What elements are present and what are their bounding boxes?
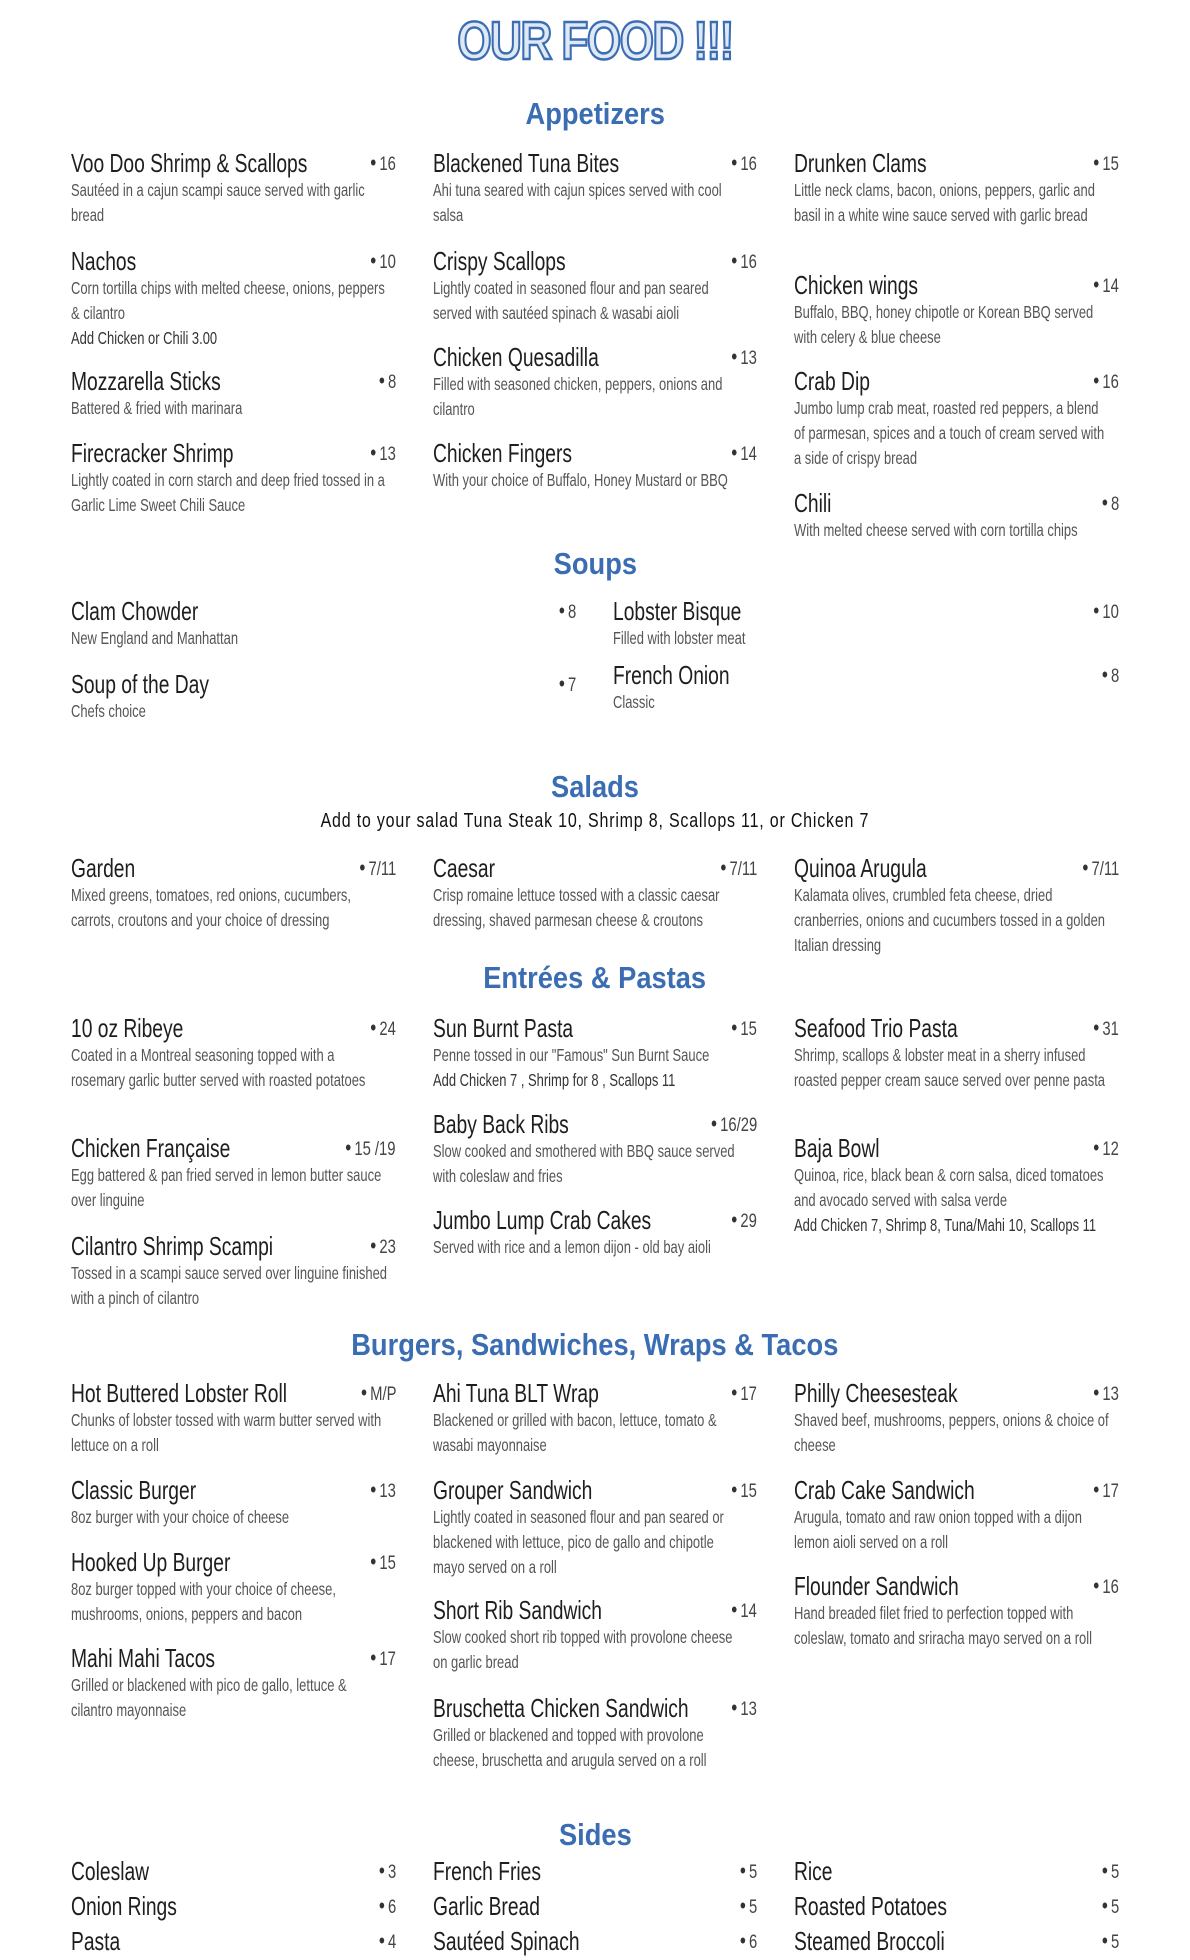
item-name: Baja Bowl — [794, 1133, 880, 1163]
appetizers-menu-item — [71, 148, 396, 225]
item-name: Nachos — [71, 246, 137, 276]
item-name: Rice — [794, 1856, 833, 1886]
item-text — [71, 1133, 388, 1213]
entrees-menu-item — [794, 1013, 1119, 1090]
item-description: Grilled or blackened with pico de gallo, lettuce & cilantro mayonnaise — [71, 1675, 347, 1720]
item-text — [433, 1891, 749, 1921]
item-description: With melted cheese served with corn tortilla chips — [794, 520, 1078, 540]
item-text — [71, 1378, 388, 1458]
item-name: Mozzarella Sticks — [71, 366, 221, 396]
sides-heading — [0, 1817, 1190, 1853]
item-description: Slow cooked short rib topped with provolone cheese on garlic bread — [433, 1627, 733, 1672]
entrees-menu-item — [433, 1109, 757, 1186]
appetizers-menu-item — [71, 366, 396, 418]
burgers-menu-item — [433, 1693, 757, 1770]
item-price: • 14 — [731, 438, 757, 470]
item-price: • 13 — [370, 438, 396, 470]
item-name: Lobster Bisque — [613, 596, 742, 626]
item-name: Chicken Fingers — [433, 438, 573, 468]
entrees-menu-item — [433, 1013, 757, 1090]
item-text — [433, 1109, 749, 1189]
item-text — [794, 1856, 1111, 1886]
item-name: Cilantro Shrimp Scampi — [71, 1231, 274, 1261]
salads-addon-note — [0, 810, 1190, 833]
item-name: Baby Back Ribs — [433, 1109, 569, 1139]
item-text — [794, 148, 1111, 228]
item-price: • 15 — [1093, 148, 1119, 180]
burgers-menu-item — [433, 1475, 757, 1577]
item-price: • 16 — [731, 148, 757, 180]
item-name: Pasta — [71, 1926, 121, 1956]
item-price: • 16 — [731, 246, 757, 278]
appetizers-menu-item — [433, 438, 757, 490]
burgers-heading — [0, 1327, 1190, 1363]
item-description: Shrimp, scallops & lobster meat in a sherry infused roasted pepper cream sauce served over penne pasta — [794, 1045, 1105, 1090]
menu-title — [0, 10, 1190, 72]
burgers-menu-item — [794, 1571, 1119, 1648]
item-description: Crisp romaine lettuce tossed with a classic caesar dressing, shaved parmesan cheese & croutons — [433, 885, 720, 930]
item-name: Blackened Tuna Bites — [433, 148, 620, 178]
item-description: Lightly coated in corn starch and deep fried tossed in a Garlic Lime Sweet Chili Sauce — [71, 470, 385, 515]
item-description: Filled with seasoned chicken, peppers, onions and cilantro — [433, 374, 723, 419]
item-text — [71, 148, 388, 228]
item-name: Crab Cake Sandwich — [794, 1475, 975, 1505]
appetizers-menu-item — [71, 438, 396, 515]
entrees-heading-text: Entrées & Pastas — [483, 960, 707, 995]
item-description: Grilled or blackened and topped with provolone cheese, bruschetta and arugula served on a roll — [433, 1725, 707, 1770]
item-text — [71, 669, 568, 724]
item-price: • 5 — [1102, 1856, 1119, 1888]
item-name: Seafood Trio Pasta — [794, 1013, 958, 1043]
item-price: • M/P — [361, 1378, 396, 1410]
item-text — [433, 148, 749, 228]
appetizers-menu-item — [433, 148, 757, 225]
soups-menu-item — [613, 596, 1119, 648]
item-description: Chefs choice — [71, 701, 146, 721]
item-price: • 14 — [731, 1595, 757, 1627]
item-name: Hot Buttered Lobster Roll — [71, 1378, 288, 1408]
item-text — [794, 1891, 1111, 1921]
sides-menu-item — [71, 1891, 396, 1921]
item-text — [794, 1013, 1111, 1093]
item-price: • 15 — [731, 1013, 757, 1045]
item-name: French Fries — [433, 1856, 541, 1886]
burgers-menu-item — [794, 1475, 1119, 1552]
sides-menu-item — [71, 1926, 396, 1956]
item-name: Grouper Sandwich — [433, 1475, 593, 1505]
appetizers-menu-item — [794, 488, 1119, 540]
item-name: Ahi Tuna BLT Wrap — [433, 1378, 599, 1408]
item-text — [433, 1693, 749, 1773]
item-name: Chili — [794, 488, 832, 518]
item-price: • 5 — [740, 1891, 757, 1923]
item-price: • 16 — [1093, 1571, 1119, 1603]
item-description: Blackened or grilled with bacon, lettuce, tomato & wasabi mayonnaise — [433, 1410, 717, 1455]
item-description: Mixed greens, tomatoes, red onions, cucumbers, carrots, croutons and your choice of dressing — [71, 885, 352, 930]
item-text — [433, 438, 749, 493]
entrees-heading — [0, 960, 1190, 996]
item-text — [794, 1475, 1111, 1555]
item-price: • 5 — [1102, 1891, 1119, 1923]
item-price: • 8 — [1102, 660, 1119, 692]
item-name: Clam Chowder — [71, 596, 199, 626]
item-description: Filled with lobster meat — [613, 628, 746, 648]
item-name: Chicken wings — [794, 270, 919, 300]
item-description: Quinoa, rice, black bean & corn salsa, diced tomatoes and avocado served with salsa verde — [794, 1165, 1104, 1210]
item-price: • 16/29 — [711, 1109, 757, 1141]
item-description: Arugula, tomato and raw onion topped with a dijon lemon aioli served on a roll — [794, 1507, 1082, 1552]
item-text — [71, 366, 388, 421]
burgers-menu-item — [71, 1643, 396, 1720]
item-text — [71, 1547, 388, 1627]
item-description: Buffalo, BBQ, honey chipotle or Korean BBQ served with celery & blue cheese — [794, 302, 1094, 347]
item-name: Chicken Française — [71, 1133, 231, 1163]
salads-menu-item — [794, 853, 1119, 955]
sides-heading-text: Sides — [558, 1817, 632, 1852]
item-name: Onion Rings — [71, 1891, 177, 1921]
item-text — [71, 438, 388, 518]
item-description: Sautéed in a cajun scampi sauce served with garlic bread — [71, 180, 365, 225]
item-description: Shaved beef, mushrooms, peppers, onions & choice of cheese — [794, 1410, 1109, 1455]
item-name: Bruschetta Chicken Sandwich — [433, 1693, 689, 1723]
item-price: • 29 — [731, 1205, 757, 1237]
item-text — [433, 1926, 749, 1956]
burgers-heading-text: Burgers, Sandwiches, Wraps & Tacos — [351, 1327, 839, 1362]
item-name: Voo Doo Shrimp & Scallops — [71, 148, 308, 178]
item-price: • 14 — [1093, 270, 1119, 302]
burgers-menu-item — [71, 1547, 396, 1624]
entrees-menu-item — [794, 1133, 1119, 1235]
item-name: Chicken Quesadilla — [433, 342, 599, 372]
item-text — [794, 1926, 1111, 1956]
item-text — [71, 1891, 388, 1921]
appetizers-menu-item — [794, 148, 1119, 225]
item-price: • 5 — [1102, 1926, 1119, 1958]
item-text — [794, 270, 1111, 350]
item-description: Penne tossed in our "Famous" Sun Burnt Sauce — [433, 1045, 710, 1065]
item-name: Caesar — [433, 853, 496, 883]
item-price: • 6 — [740, 1926, 757, 1958]
item-description: New England and Manhattan — [71, 628, 239, 648]
item-price: • 23 — [370, 1231, 396, 1263]
burgers-menu-item — [433, 1378, 757, 1455]
item-text — [794, 366, 1111, 471]
item-price: • 7/11 — [1082, 853, 1119, 885]
item-price: • 24 — [370, 1013, 396, 1045]
item-description: Egg battered & pan fried served in lemon butter sauce over linguine — [71, 1165, 382, 1210]
item-text — [433, 1856, 749, 1886]
appetizers-heading — [0, 96, 1190, 132]
salads-heading-text: Salads — [551, 769, 639, 804]
item-addon-note: Add Chicken 7, Shrimp 8, Tuna/Mahi 10, Scallops 11 — [794, 1215, 1097, 1235]
item-description: Slow cooked and smothered with BBQ sauce served with coleslaw and fries — [433, 1141, 735, 1186]
salads-addon-text: Add to your salad Tuna Steak 10, Shrimp 8, Scallops 11, or Chicken 7 — [320, 810, 870, 832]
item-text — [433, 853, 749, 933]
item-name: Sautéed Spinach — [433, 1926, 580, 1956]
burgers-menu-item — [794, 1378, 1119, 1455]
item-price: • 12 — [1093, 1133, 1119, 1165]
entrees-menu-item — [71, 1231, 396, 1308]
item-description: Classic — [613, 692, 655, 712]
item-price: • 8 — [1102, 488, 1119, 520]
item-name: Hooked Up Burger — [71, 1547, 231, 1577]
item-price: • 7 — [559, 669, 576, 701]
item-price: • 13 — [731, 1693, 757, 1725]
item-description: Ahi tuna seared with cajun spices served with cool salsa — [433, 180, 722, 225]
soups-menu-item — [71, 669, 576, 721]
item-text — [71, 1475, 388, 1530]
entrees-menu-item — [71, 1013, 396, 1090]
item-price: • 16 — [1093, 366, 1119, 398]
item-description: Tossed in a scampi sauce served over linguine finished with a pinch of cilantro — [71, 1263, 388, 1308]
item-addon-note: Add Chicken 7 , Shrimp for 8 , Scallops 11 — [433, 1070, 676, 1090]
item-price: • 8 — [559, 596, 576, 628]
item-price: • 8 — [379, 366, 396, 398]
item-text — [71, 1643, 388, 1723]
item-price: • 17 — [1093, 1475, 1119, 1507]
item-name: Crispy Scallops — [433, 246, 566, 276]
item-text — [433, 246, 749, 326]
item-price: • 15 — [370, 1547, 396, 1579]
item-description: Corn tortilla chips with melted cheese, onions, peppers & cilantro — [71, 278, 385, 323]
item-text — [433, 1595, 749, 1675]
item-text — [794, 1571, 1111, 1651]
item-text — [794, 1378, 1111, 1458]
item-text — [433, 1378, 749, 1458]
item-price: • 17 — [731, 1378, 757, 1410]
sides-menu-item — [794, 1926, 1119, 1956]
item-text — [794, 488, 1111, 543]
item-text — [433, 1205, 749, 1260]
item-price: • 15 /19 — [346, 1133, 396, 1165]
appetizers-menu-item — [794, 270, 1119, 347]
item-name: Steamed Broccoli — [794, 1926, 945, 1956]
item-text — [71, 1231, 388, 1311]
salads-heading — [0, 769, 1190, 805]
item-price: • 5 — [740, 1856, 757, 1888]
sides-menu-item — [433, 1856, 757, 1886]
item-name: Garden — [71, 853, 136, 883]
item-description: 8oz burger topped with your choice of cheese, mushrooms, onions, peppers and bacon — [71, 1579, 336, 1624]
item-description: Battered & fried with marinara — [71, 398, 243, 418]
appetizers-menu-item — [794, 366, 1119, 468]
item-price: • 4 — [379, 1926, 396, 1958]
item-description: Lightly coated in seasoned flour and pan seared or blackened with lettuce, pico de gallo and chipotle mayo served on a roll — [433, 1507, 724, 1577]
item-description: Served with rice and a lemon dijon - old bay aioli — [433, 1237, 711, 1257]
burgers-menu-item — [71, 1475, 396, 1527]
item-description: Chunks of lobster tossed with warm butter served with lettuce on a roll — [71, 1410, 382, 1455]
item-name: 10 oz Ribeye — [71, 1013, 184, 1043]
sides-menu-item — [794, 1856, 1119, 1886]
salads-menu-item — [71, 853, 396, 930]
item-name: Quinoa Arugula — [794, 853, 927, 883]
item-description: Hand breaded filet fried to perfection topped with coleslaw, tomato and sriracha mayo served on a roll — [794, 1603, 1093, 1648]
item-text — [613, 660, 1111, 715]
item-name: Classic Burger — [71, 1475, 197, 1505]
item-name: Flounder Sandwich — [794, 1571, 959, 1601]
item-description: Kalamata olives, crumbled feta cheese, dried cranberries, onions and cucumbers tossed in a golden Italian dressing — [794, 885, 1105, 955]
item-name: Coleslaw — [71, 1856, 150, 1886]
appetizers-menu-item — [433, 246, 757, 323]
item-text — [433, 1475, 749, 1580]
item-name: Garlic Bread — [433, 1891, 540, 1921]
item-price: • 7/11 — [359, 853, 396, 885]
item-price: • 15 — [731, 1475, 757, 1507]
item-text — [613, 596, 1111, 651]
item-text — [71, 246, 388, 351]
item-name: Roasted Potatoes — [794, 1891, 947, 1921]
sides-menu-item — [433, 1926, 757, 1956]
item-name: Jumbo Lump Crab Cakes — [433, 1205, 652, 1235]
item-addon-note: Add Chicken or Chili 3.00 — [71, 328, 218, 348]
item-text — [71, 853, 388, 933]
burgers-menu-item — [433, 1595, 757, 1672]
item-text — [71, 1856, 388, 1886]
item-description: Coated in a Montreal seasoning topped with a rosemary garlic butter served with roasted potatoes — [71, 1045, 366, 1090]
appetizers-heading-text: Appetizers — [525, 96, 665, 131]
salads-menu-item — [433, 853, 757, 930]
item-name: Philly Cheesesteak — [794, 1378, 958, 1408]
item-text — [71, 1926, 388, 1956]
item-text — [71, 1013, 388, 1093]
entrees-menu-item — [433, 1205, 757, 1257]
appetizers-menu-item — [433, 342, 757, 419]
burgers-menu-item — [71, 1378, 396, 1455]
item-text — [433, 342, 749, 422]
item-text — [71, 596, 568, 651]
item-name: Mahi Mahi Tacos — [71, 1643, 216, 1673]
item-description: Lightly coated in seasoned flour and pan seared served with sautéed spinach & wasabi aioli — [433, 278, 709, 323]
item-description: Jumbo lump crab meat, roasted red peppers, a blend of parmesan, spices and a touch of cream served with a side of crispy bread — [794, 398, 1105, 468]
entrees-menu-item — [71, 1133, 396, 1210]
soups-heading — [0, 546, 1190, 582]
item-name: Short Rib Sandwich — [433, 1595, 602, 1625]
soups-menu-item — [71, 596, 576, 648]
item-text — [794, 853, 1111, 958]
sides-menu-item — [794, 1891, 1119, 1921]
item-description: With your choice of Buffalo, Honey Mustard or BBQ — [433, 470, 728, 490]
item-price: • 13 — [1093, 1378, 1119, 1410]
item-name: Soup of the Day — [71, 669, 209, 699]
item-name: French Onion — [613, 660, 730, 690]
sides-menu-item — [433, 1891, 757, 1921]
item-price: • 16 — [370, 148, 396, 180]
sides-menu-item — [71, 1856, 396, 1886]
item-description: 8oz burger with your choice of cheese — [71, 1507, 290, 1527]
item-price: • 3 — [379, 1856, 396, 1888]
soups-menu-item — [613, 660, 1119, 712]
item-price: • 13 — [731, 342, 757, 374]
item-price: • 7/11 — [720, 853, 757, 885]
appetizers-menu-item — [71, 246, 396, 348]
item-text — [794, 1133, 1111, 1238]
item-price: • 10 — [370, 246, 396, 278]
soups-heading-text: Soups — [553, 546, 637, 581]
item-price: • 31 — [1093, 1013, 1119, 1045]
item-description: Little neck clams, bacon, onions, peppers, garlic and basil in a white wine sauce served with garlic bread — [794, 180, 1095, 225]
item-text — [433, 1013, 749, 1093]
item-name: Sun Burnt Pasta — [433, 1013, 574, 1043]
item-name: Drunken Clams — [794, 148, 927, 178]
item-name: Crab Dip — [794, 366, 870, 396]
menu-title-text: OUR FOOD !!! — [457, 11, 733, 71]
item-price: • 10 — [1093, 596, 1119, 628]
item-price: • 13 — [370, 1475, 396, 1507]
item-name: Firecracker Shrimp — [71, 438, 234, 468]
item-price: • 17 — [370, 1643, 396, 1675]
item-price: • 6 — [379, 1891, 396, 1923]
